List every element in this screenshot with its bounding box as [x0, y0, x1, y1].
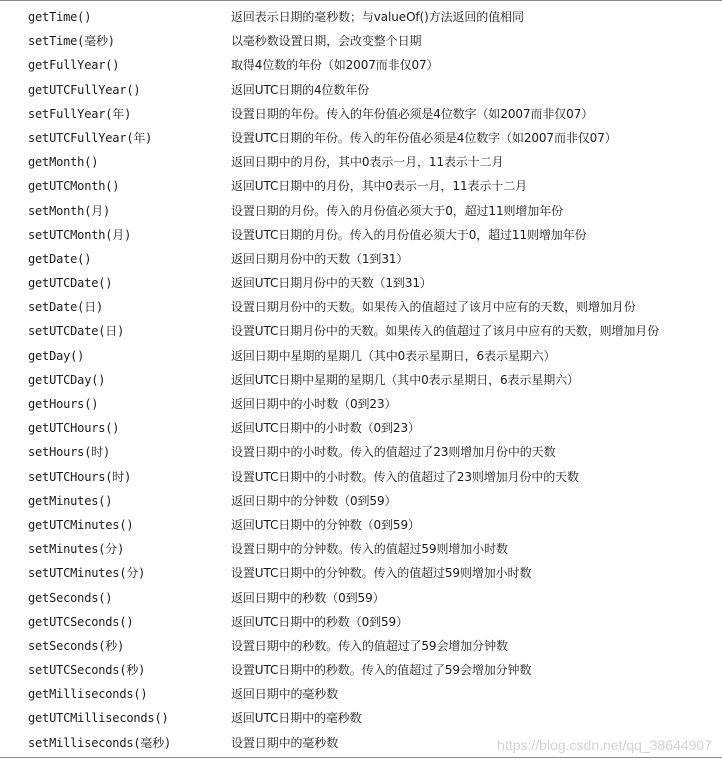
- table-row: [0, 247, 722, 271]
- table-row: [0, 537, 722, 561]
- method-name: getMinutes(): [28, 493, 113, 508]
- method-name: getUTCMinutes(): [28, 517, 134, 532]
- method-name: getUTCHours(): [28, 421, 120, 436]
- method-description: 取得4位数的年份（如2007而非仅07）: [231, 58, 439, 73]
- method-name: setDate(日): [28, 300, 104, 315]
- watermark-url: https://blog.csdn.net/qq_38644907: [497, 737, 712, 753]
- method-description: 返回日期中的月份，其中0表示一月，11表示十二月: [231, 155, 504, 170]
- table-row: [0, 658, 722, 682]
- method-description: 返回UTC日期中星期的星期几（其中0表示星期日，6表示星期六）: [231, 372, 579, 387]
- table-row: [0, 5, 722, 29]
- table-row: [0, 465, 722, 489]
- method-description: 设置UTC日期的年份。传入的年份值必须是4位数字（如2007而非仅07）: [231, 130, 617, 145]
- method-description: 返回UTC日期的4位数年份: [231, 82, 370, 97]
- method-description: 设置日期中的毫秒数: [231, 735, 339, 750]
- method-name: getFullYear(): [28, 58, 120, 73]
- table-row: [0, 513, 722, 537]
- method-name: setUTCSeconds(秒): [28, 663, 146, 678]
- table-row: [0, 392, 722, 416]
- method-name: getUTCDate(): [28, 276, 113, 291]
- method-description: 设置日期中的小时数。传入的值超过了23则增加月份中的天数: [231, 445, 556, 460]
- table-row: [0, 78, 722, 102]
- method-name: setUTCFullYear(年): [28, 130, 153, 145]
- method-description: 返回UTC日期中的小时数（0到23）: [231, 421, 420, 436]
- method-name: setUTCMonth(月): [28, 227, 132, 242]
- table-row: [0, 319, 722, 343]
- method-description: 返回UTC日期中的秒数（0到59）: [231, 614, 408, 629]
- table-row: [0, 29, 722, 53]
- method-name: getSeconds(): [28, 590, 113, 605]
- method-description: 返回UTC日期中的毫秒数: [231, 711, 362, 726]
- table-bottom-rule: [0, 757, 722, 758]
- method-name: getUTCMilliseconds(): [28, 711, 169, 726]
- method-description: 设置UTC日期中的秒数。传入的值超过了59会增加分钟数: [231, 663, 532, 678]
- table-row: [0, 634, 722, 658]
- table-row: [0, 561, 722, 585]
- method-description: 设置UTC日期中的小时数。传入的值超过了23则增加月份中的天数: [231, 469, 579, 484]
- method-name: setMilliseconds(毫秒): [28, 735, 172, 750]
- table-row: [0, 440, 722, 464]
- table-row: [0, 199, 722, 223]
- method-description: 返回UTC日期中的分钟数（0到59）: [231, 517, 420, 532]
- method-description: 返回UTC日期月份中的天数（1到31）: [231, 276, 432, 291]
- method-description: 返回日期中星期的星期几（其中0表示星期日，6表示星期六）: [231, 348, 556, 363]
- table-row: [0, 489, 722, 513]
- table-row: [0, 368, 722, 392]
- method-name: getUTCSeconds(): [28, 614, 134, 629]
- method-name: getDate(): [28, 251, 92, 266]
- method-description: 返回日期中的毫秒数: [231, 687, 339, 702]
- table-row: [0, 586, 722, 610]
- table-row: [0, 223, 722, 247]
- table-row: [0, 150, 722, 174]
- table-row: [0, 706, 722, 730]
- method-description: 设置UTC日期月份中的天数。如果传入的值超过了该月中应有的天数，则增加月份: [231, 324, 660, 339]
- table-row: [0, 295, 722, 319]
- table-row: [0, 102, 722, 126]
- table-row: [0, 271, 722, 295]
- method-name: getUTCDay(): [28, 372, 106, 387]
- table-row: [0, 53, 722, 77]
- method-description: 返回UTC日期中的月份，其中0表示一月，11表示十二月: [231, 179, 527, 194]
- method-description: 设置日期的月份。传入的月份值必须大于0，超过11则增加年份: [231, 203, 564, 218]
- method-name: getMonth(): [28, 155, 99, 170]
- table-row: [0, 610, 722, 634]
- method-name: setMonth(月): [28, 203, 111, 218]
- table-row: [0, 344, 722, 368]
- method-name: getMilliseconds(): [28, 687, 148, 702]
- method-description: 设置UTC日期的月份。传入的月份值必须大于0，超过11则增加年份: [231, 227, 587, 242]
- method-description: 返回日期中的秒数（0到59）: [231, 590, 385, 605]
- table-row: [0, 126, 722, 150]
- method-name: getHours(): [28, 397, 99, 411]
- method-description: 返回日期中的小时数（0到23）: [231, 397, 397, 411]
- table-top-rule: [0, 0, 722, 1]
- method-name: setHours(时): [28, 445, 111, 460]
- method-name: setUTCHours(时): [28, 469, 132, 484]
- method-description: 设置日期中的秒数。传入的值超过了59会增加分钟数: [231, 638, 508, 653]
- method-name: setMinutes(分): [28, 542, 125, 557]
- table-row: [0, 682, 722, 706]
- method-description: 设置日期中的分钟数。传入的值超过59则增加小时数: [231, 542, 508, 557]
- method-name: setFullYear(年): [28, 106, 132, 121]
- table-row: [0, 416, 722, 440]
- table-row: [0, 174, 722, 198]
- method-name: getUTCMonth(): [28, 179, 120, 194]
- method-description: 设置日期的年份。传入的年份值必须是4位数字（如2007而非仅07）: [231, 106, 594, 121]
- method-description: 返回日期中的分钟数（0到59）: [231, 493, 397, 508]
- method-description: 设置UTC日期中的分钟数。传入的值超过59则增加小时数: [231, 566, 532, 581]
- method-name: getTime(): [28, 10, 92, 24]
- method-name: setTime(毫秒): [28, 34, 115, 49]
- method-name: getUTCFullYear(): [28, 82, 141, 97]
- method-name: setSeconds(秒): [28, 638, 125, 653]
- method-description: 返回表示日期的毫秒数；与valueOf()方法返回的值相同: [231, 10, 524, 24]
- date-methods-table: [0, 5, 722, 755]
- method-description: 返回日期月份中的天数（1到31）: [231, 251, 409, 266]
- method-name: getDay(): [28, 348, 85, 363]
- method-description: 设置日期月份中的天数。如果传入的值超过了该月中应有的天数，则增加月份: [231, 300, 636, 315]
- method-name: setUTCDate(日): [28, 324, 125, 339]
- method-name: setUTCMinutes(分): [28, 566, 146, 581]
- method-description: 以毫秒数设置日期，会改变整个日期: [231, 34, 422, 49]
